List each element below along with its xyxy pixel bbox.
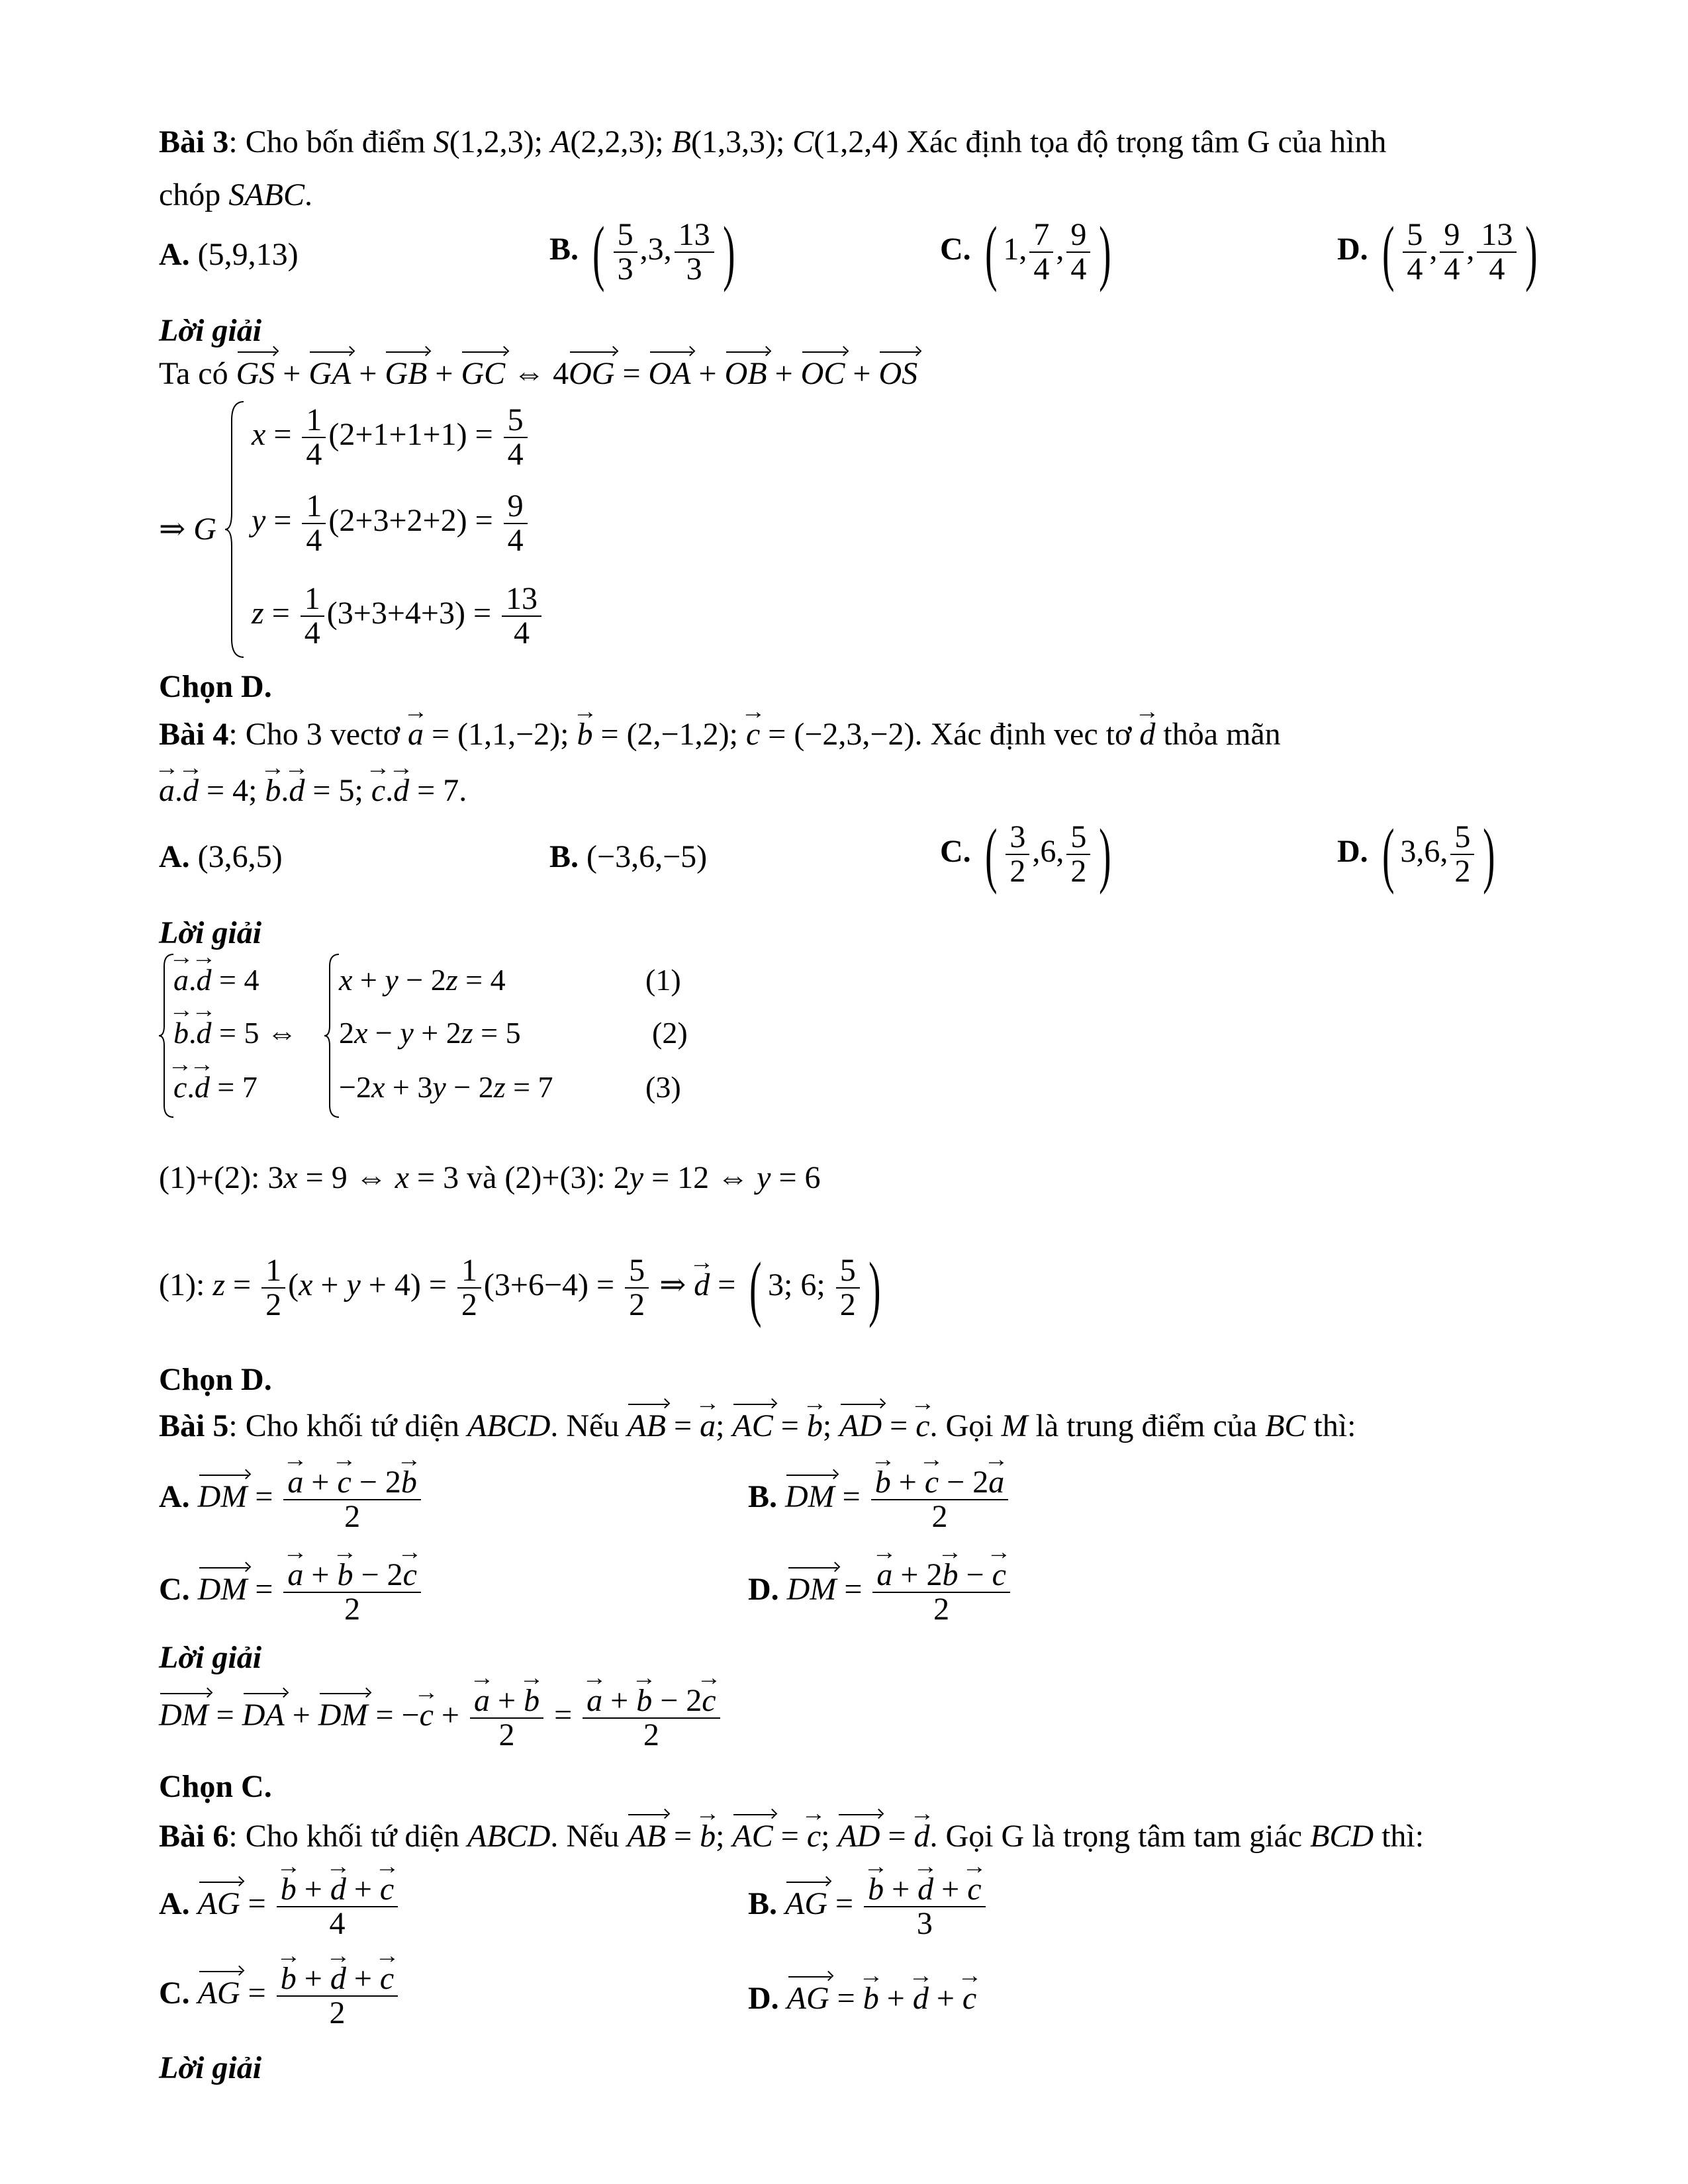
bai3-gz: z = $\frac{1}{4}$ (3+3+4+3) = $\frac{13}{4}$ (252, 582, 544, 650)
bai4-solution-label: Lời giải (159, 915, 262, 950)
bai3-option-b: B. ( $\frac{5}{3}$ ,3, $\frac{13}{3}$ ) (549, 212, 735, 293)
bai5-option-d: D. DM = → $\frac{a + 2\to b - \to c}{2}$ (748, 1559, 1013, 1626)
bai4-tag-2: (2) (652, 1016, 688, 1050)
bai3-statement: Bài 3: Cho bốn điểm S(1,2,3); A(2,2,3); B(1,3,3); C(1,2,4) Xác định tọa độ trọng tâm G của hình (159, 124, 1387, 159)
bai3-option-c: C. ( 1, $\frac{7}{4}$ , $\frac{9}{4}$ ) (940, 212, 1111, 293)
bai3-option-a: A. (5,9,13) (159, 237, 299, 272)
bai4-option-d: D. ( 3,6, $\frac{5}{2}$ ) (1337, 814, 1495, 895)
bai5-option-a: A. DM = → $\frac{a + \to c - 2\to b}{2}$ (159, 1466, 424, 1533)
bai6-option-b: B. AG = → $\frac{b + \to d + \to c}{3}$ (748, 1873, 988, 1940)
bai4-line-sum: (1)+(2): 3x = 9 ⇔ x = 3 và (2)+(3): 2y = 12 ⇔ y = 6 (159, 1160, 821, 1195)
bai6-option-a: A. AG = → $\frac{b + \to d + \to c}{4}$ (159, 1873, 400, 1940)
bai4-tag-1: (1) (645, 963, 681, 997)
bai3-choose: Chọn D. (159, 669, 272, 704)
bai5-heading: Bài 5 (159, 1408, 229, 1443)
bai4-heading: Bài 4 (159, 717, 229, 752)
bai3-solution-label: Lời giải (159, 313, 262, 348)
bai4-sys-right-1: x + y − 2z = 4 (339, 963, 506, 997)
bai4-sys-right-3: −2x + 3y − 2z = 7 (339, 1070, 553, 1104)
bai3-heading: Bài 3 (159, 124, 229, 159)
bai4-statement: Bài 4: Cho 3 vectơ → a = (1,1,−2); → b = (2,−1,2); → c = (−2,3,−2). Xác định vec tơ → d thỏa mãn (159, 715, 1281, 754)
bai4-statement-line2: → a.→ d = 4; → b.→ d = 5; → c.→ d = 7. (159, 771, 467, 811)
bai6-statement: Bài 6: Cho khối tứ diện ABCD. Nếu AB = → b; AC = → c; AD = → d. Gọi G là trọng tâm tam giác BCD thì: (159, 1817, 1424, 1856)
bai4-choose: Chọn D. (159, 1362, 272, 1397)
bai4-tag-3: (3) (645, 1070, 681, 1104)
bai3-gy: y = $\frac{1}{4}$ (2+3+2+2) = $\frac{9}{4}$ (252, 490, 530, 557)
bai6-option-d: D. AG = → b + → d + → c (748, 1979, 976, 2019)
bai3-implies-g: ⇒ G (159, 512, 216, 547)
bai5-statement: Bài 5: Cho khối tứ diện ABCD. Nếu AB = → a; AC = → b; AD = → c. Gọi M là trung điểm của BC thì: (159, 1406, 1356, 1446)
bai4-option-c: C. ( $\frac{3}{2}$ ,6, $\frac{5}{2}$ ) (940, 814, 1111, 895)
bai4-line-z: (1): z = $\frac{1}{2}$ (x + y + 4) = $\frac{1}{2}$ (3+6−4) = $\frac{5}{2}$ ⇒ → d = ( 3; 6; $\frac{5}{2}$ ) (159, 1254, 886, 1322)
bai3-solution-line1: Ta có GS + GA + GB + GC ⇔ 4OG = OA + OB + OC + OS (159, 354, 917, 394)
bai4-sys-left-3: → c.→ d = 7 (173, 1067, 258, 1108)
bai5-solution-line1: DM = DA + DM = −→ c + → $\frac{a + \to b}{2}$ = → $\frac{a + \to b - 2\to c}{2}$ (159, 1684, 723, 1752)
bai5-option-c: C. DM = → $\frac{a + \to b - 2\to c}{2}$ (159, 1559, 424, 1626)
bai4-sys-left-2: → b.→ d = 5 ⇔ (173, 1013, 297, 1054)
bai5-solution-label: Lời giải (159, 1640, 262, 1675)
bai5-choose: Chọn C. (159, 1769, 272, 1804)
bai6-heading: Bài 6 (159, 1819, 229, 1854)
bai3-statement-line2: chóp SABC. (159, 177, 312, 212)
bai3-option-d: D. ( $\frac{5}{4}$ , $\frac{9}{4}$ , $\frac{13}{4}$ ) (1337, 212, 1538, 293)
bai6-option-c: C. AG = → $\frac{b + \to d + \to c}{2}$ (159, 1962, 400, 2030)
bai6-solution-label: Lời giải (159, 2050, 262, 2085)
bai5-option-b: B. DM = → $\frac{b + \to c - 2\to a}{2}$ (748, 1466, 1011, 1533)
bai4-option-a: A. (3,6,5) (159, 839, 283, 874)
bai3-brace-icon (224, 400, 250, 659)
bai4-sys-left-1: → a.→ d = 4 (173, 960, 259, 1001)
bai4-option-b: B. (−3,6,−5) (549, 839, 708, 874)
bai4-sys-right-2: 2x − y + 2z = 5 (339, 1016, 521, 1050)
bai3-gx: x = $\frac{1}{4}$ (2+1+1+1) = $\frac{5}{4}$ (252, 404, 530, 471)
